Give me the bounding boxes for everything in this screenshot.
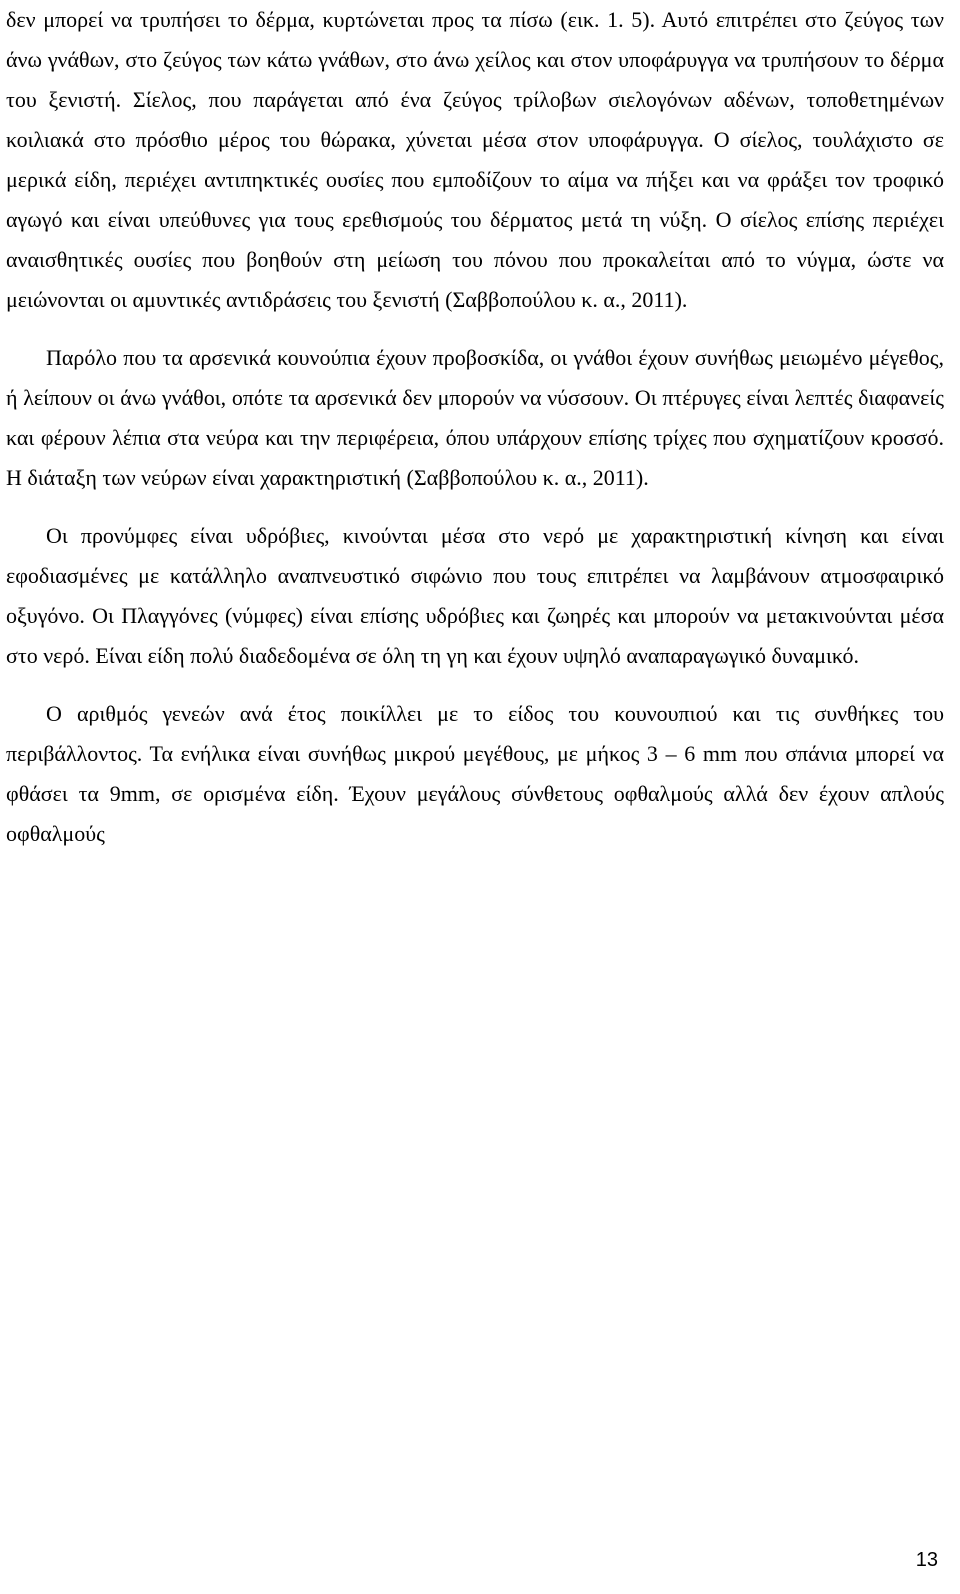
paragraph-larvae: Οι προνύμφες είναι υδρόβιες, κινούνται μέσα στο νερό με χαρακτηριστική κίνηση και είναι εφοδιασμένες με κατάλληλο αναπνευστικό σιφώνιο που τους επιτρέπει να λαμβάνουν ατμοσφαιρικό οξυγόνο. Οι Πλαγγόνες (νύμφες) είναι επίσης υδρόβιες και ζωηρές και μπορούν να μετακινούνται μέσα στο νερό. Είναι είδη πολύ διαδεδομένα σε όλη τη γη και έχουν υψηλό αναπαραγωγικό δυναμικό. [6, 523, 944, 668]
page-number: 13 [915, 1549, 938, 1571]
paragraph-generations: Ο αριθμός γενεών ανά έτος ποικίλλει με το είδος του κουνουπιού και τις συνθήκες του περιβάλλοντος. Τα ενήλικα είναι συνήθως μικρού μεγέθους, με μήκος 3 – 6 mm που σπάνια μπορεί να φθάσει τα 9mm, σε ορισμένα είδη. Έχουν μεγάλους σύνθετους οφθαλμούς αλλά δεν έχουν απλούς οφθαλμούς [6, 701, 944, 846]
paragraph-male-mosquitoes: Παρόλο που τα αρσενικά κουνούπια έχουν προβοσκίδα, οι γνάθοι έχουν συνήθως μειωμένο μέγεθος, ή λείπουν οι άνω γνάθοι, οπότε τα αρσενικά δεν μπορούν να νύσσουν. Οι πτέρυγες είναι λεπτές διαφανείς και φέρουν λέπια στα νεύρα και την περιφέρεια, όπου υπάρχουν επίσης τρίχες που σχηματίζουν κροσσό. Η διάταξη των νεύρων είναι χαρακτηριστική (Σαββοπούλου κ. α., 2011). [6, 345, 944, 490]
paragraph-saliva: δεν μπορεί να τρυπήσει το δέρμα, κυρτώνεται προς τα πίσω (εικ. 1. 5). Αυτό επιτρέπει στο ζεύγος των άνω γνάθων, στο ζεύγος των κάτω γνάθων, στο άνω χείλος και στον υποφάρυγγα να τρυπήσουν το δέρμα του ξενιστή. Σίελος, που παράγεται από ένα ζεύγος τρίλοβων σιελογόνων αδένων, τοποθετημένων κοιλιακά στο πρόσθιο μέρος του θώρακα, χύνεται μέσα στον υποφάρυγγα. Ο σίελος, τουλάχιστο σε μερικά είδη, περιέχει αντιπηκτικές ουσίες που εμποδίζουν το αίμα να πήξει και να φράξει τον τροφικό αγωγό και είναι υπεύθυνες για τους ερεθισμούς του δέρματος μετά τη νύξη. Ο σίελος επίσης περιέχει αναισθητικές ουσίες που βοηθούν στη μείωση του πόνου που προκαλείται από το νύγμα, ώστε να μειώνονται οι αμυντικές αντιδράσεις του ξενιστή (Σαββοπούλου κ. α., 2011). [6, 7, 944, 312]
document-page [6, 0, 944, 854]
